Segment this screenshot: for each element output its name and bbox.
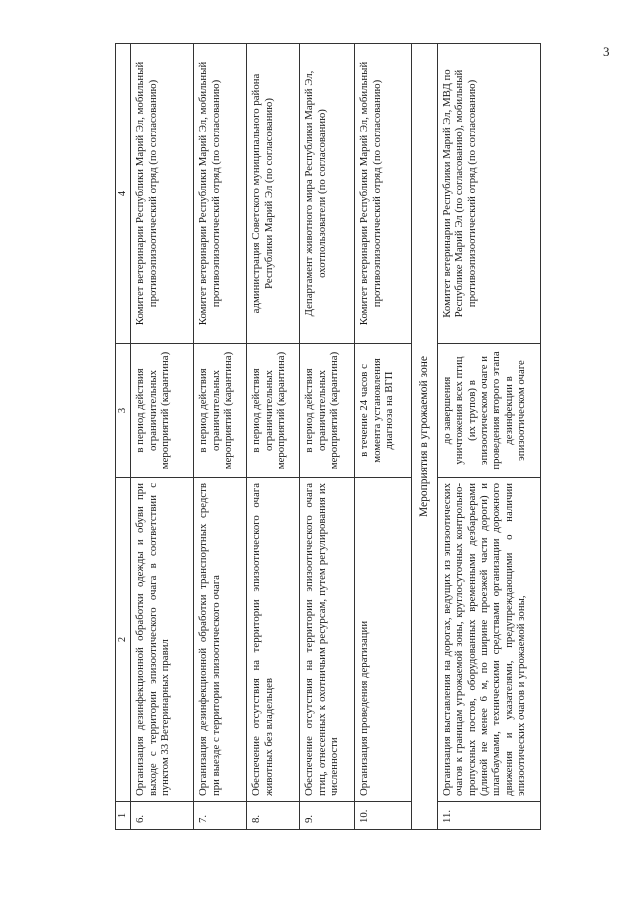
- row-number: 7.: [194, 802, 247, 830]
- header-row: [116, 44, 131, 830]
- table-row: [247, 44, 300, 830]
- responsible-text: Комитет ветеринарии Республики Марий Эл, мобильный противоэпизоотический отряд (по согласованию): [194, 44, 247, 344]
- measure-text: Организация выставления на дорогах, ведущих из эпизоотических очагов к границам угрожаемой зоны, круглосуточных контрольно-пропускных постов, оборудованных временными дезбарьерами (длиной не менее 6 м, по ширине проезжей части дороги) и шлагбаумами, техническими средствами организации дорожного движения и указателями, предупреждающими о наличии эпизоотических очагов и угрожаемой зоны,: [437, 478, 540, 802]
- responsible-text: Департамент животного мира Республики Марий Эл, охотпользователи (по согласованию): [300, 44, 355, 344]
- row-number: 9.: [300, 802, 355, 830]
- measure-text: Обеспечение отсутствия на территории эпизоотического очага птиц, отнесенных к охотничьим ресурсам, путем регулирования их численности: [300, 478, 355, 802]
- measure-text: Организация дезинфекционной обработки одежды и обуви при выходе с территории эпизоотического очага в соответствии с пунктом 33 Ветеринарных правил: [131, 478, 194, 802]
- table-row: [437, 44, 540, 830]
- row-number: 10.: [355, 802, 412, 830]
- section-row: [412, 44, 437, 830]
- header-cell-4: 4: [116, 44, 131, 344]
- header-cell-1: 1: [116, 802, 131, 830]
- measures-table-rotated: [115, 44, 558, 830]
- measure-text: Организация дезинфекционной обработки транспортных средств при выезде с территории эпизоотического очага: [194, 478, 247, 802]
- row-number: 6.: [131, 802, 194, 830]
- row-number: 11.: [437, 802, 540, 830]
- page-number: 3: [603, 44, 610, 59]
- period-text: в период действия ограничительных мероприятий (карантина): [194, 344, 247, 478]
- period-text: в период действия ограничительных мероприятий (карантина): [247, 344, 300, 478]
- measure-text: Организация проведения дератизации: [355, 478, 412, 802]
- header-cell-3: 3: [116, 344, 131, 478]
- responsible-text: Комитет ветеринарии Республики Марий Эл, мобильный противоэпизоотический отряд (по согласованию): [131, 44, 194, 344]
- section-title: Мероприятия в угрожаемой зоне: [412, 44, 437, 830]
- period-text: в период действия ограничительных мероприятий (карантина): [300, 344, 355, 478]
- table-row: [194, 44, 247, 830]
- table-row: [300, 44, 355, 830]
- period-text: в течение 24 часов с момента установления диагноза на ВГП: [355, 344, 412, 478]
- row-number: 8.: [247, 802, 300, 830]
- responsible-text: Комитет ветеринарии Республики Марий Эл, МВД по Республике Марий Эл (по согласованию), мобильный противоэпизоотический отряд (по согласованию): [437, 44, 540, 344]
- measures-table: [115, 43, 541, 830]
- table-row: [131, 44, 194, 830]
- period-text: до завершения уничтожения всех птиц (их трупов) в эпизоотическом очаге и проведения второго этапа дезинфекции в эпизоотическом очаге: [437, 344, 540, 478]
- responsible-text: администрация Советского муниципального района Республики Марий Эл (по согласованию): [247, 44, 300, 344]
- header-cell-2: 2: [116, 478, 131, 802]
- responsible-text: Комитет ветеринарии Республики Марий Эл, мобильный противоэпизоотический отряд (по согласованию): [355, 44, 412, 344]
- table-row: [355, 44, 412, 830]
- measure-text: Обеспечение отсутствия на территории эпизоотического очага животных без владельцев: [247, 478, 300, 802]
- period-text: в период действия ограничительных мероприятий (карантина): [131, 344, 194, 478]
